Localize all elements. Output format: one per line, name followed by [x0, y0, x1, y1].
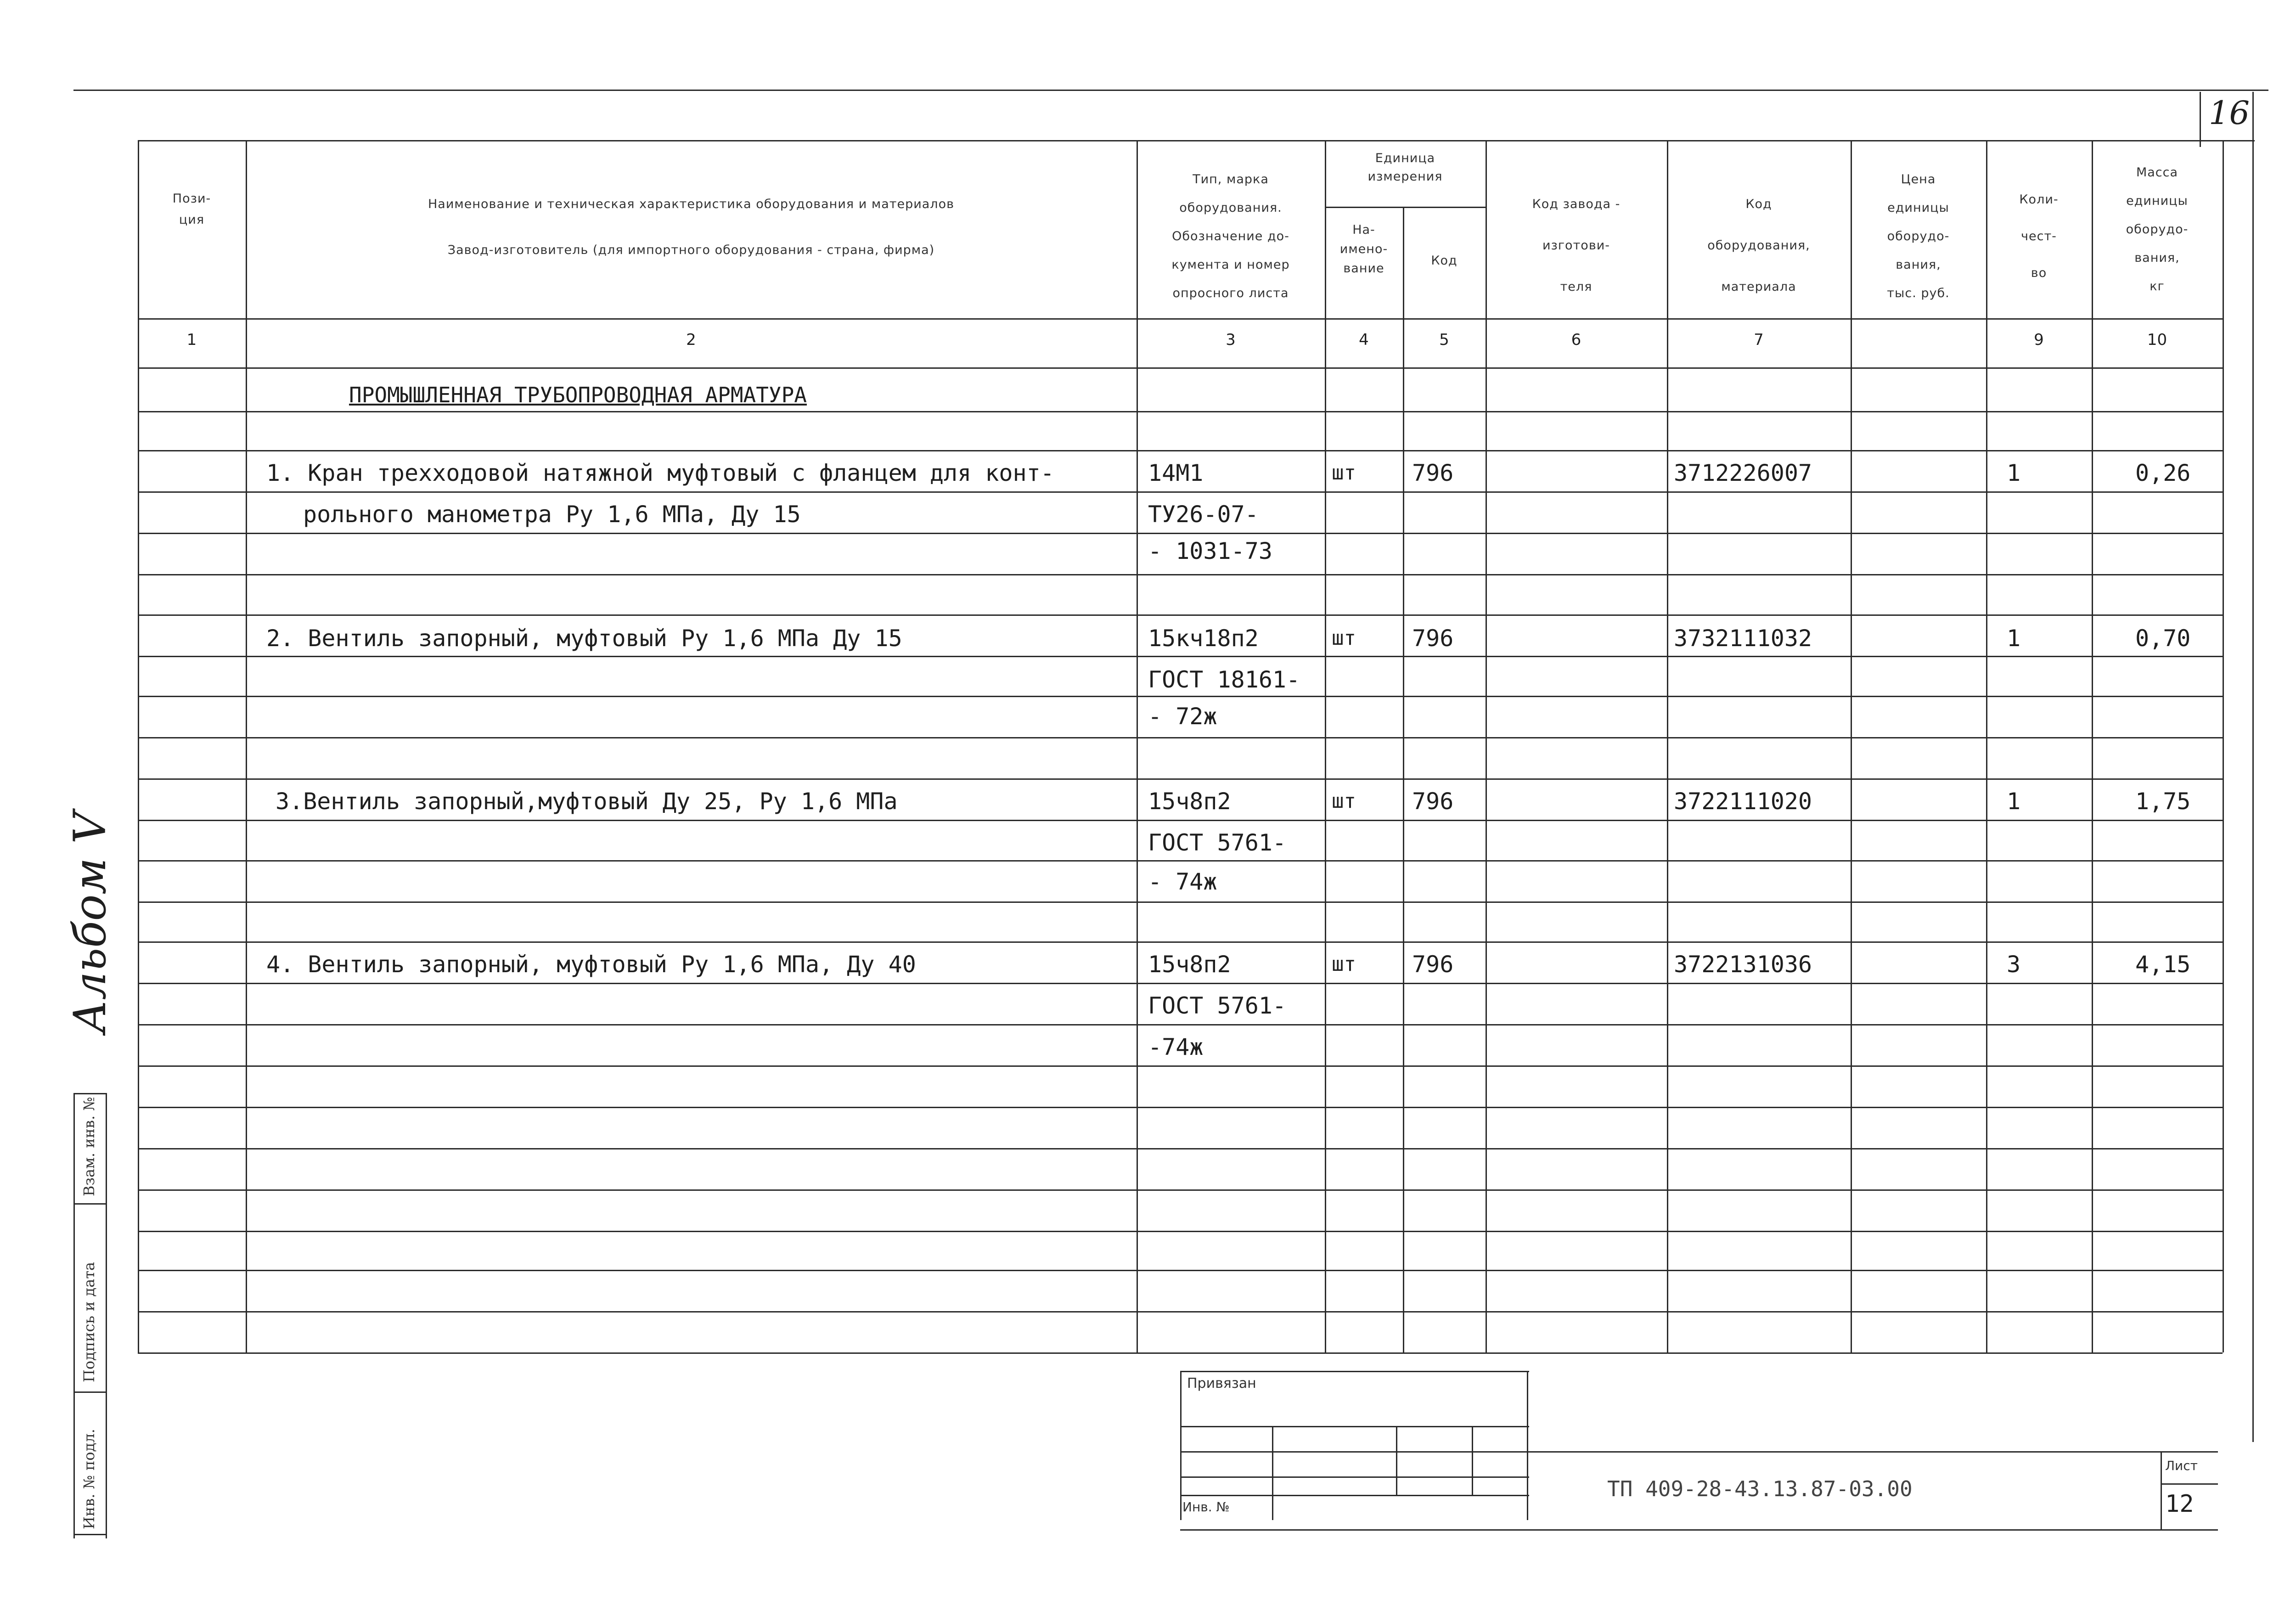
column-divider	[1986, 140, 1987, 1352]
header-bottom-line	[138, 318, 2223, 320]
header-quantity: Коли- чест- во	[2019, 192, 2059, 280]
row-line	[138, 411, 2223, 412]
stamp-bound-label: Привязан	[1187, 1375, 1256, 1391]
item-quantity: 1	[2007, 625, 2021, 652]
row-line	[138, 1107, 2223, 1108]
margin-strip-line	[73, 1391, 106, 1393]
item-equipment-code: 3722131036	[1674, 951, 1812, 978]
item-type: 14М1	[1148, 460, 1204, 486]
row-line	[138, 367, 2223, 369]
album-title: Альбом V	[64, 812, 116, 1033]
column-number: 5	[1439, 331, 1449, 349]
item-type: -74ж	[1148, 1034, 1204, 1060]
stamp-line	[1180, 1451, 1529, 1453]
column-number: 1	[186, 331, 197, 349]
row-line	[138, 450, 2223, 451]
item-unit: шт	[1332, 789, 1356, 813]
column-divider	[1486, 140, 1487, 1352]
page-number-box-line	[2200, 92, 2201, 147]
row-line	[138, 941, 2223, 943]
item-type: 15ч8п2	[1148, 788, 1231, 815]
item-type: ТУ26-07-	[1148, 501, 1259, 528]
stamp-line	[1180, 1371, 1182, 1520]
row-line	[138, 614, 2223, 616]
sheet-label: Лист	[2165, 1458, 2198, 1473]
header-equipment-code: Код оборудования, материала	[1707, 197, 1810, 294]
item-type: 15ч8п2	[1148, 951, 1231, 978]
header-mass: Масса единицы оборудо- вания, кг	[2126, 165, 2189, 293]
header-unit-group: Единица измерения	[1367, 151, 1443, 184]
row-line	[138, 696, 2223, 697]
column-divider	[1137, 140, 1138, 1352]
column-number: 6	[1571, 331, 1581, 349]
item-quantity: 1	[2007, 460, 2021, 486]
margin-label-replacement: Взам. инв. №	[80, 1097, 98, 1196]
top-border-line	[73, 90, 2268, 91]
page-number: 16	[2209, 94, 2250, 132]
margin-strip-line	[106, 1093, 107, 1538]
table-top-border	[138, 140, 2223, 141]
unit-group-divider	[1325, 207, 1486, 208]
row-line	[138, 491, 2223, 493]
row-line	[138, 1065, 2223, 1067]
item-equipment-code: 3712226007	[1674, 460, 1812, 486]
item-type: ГОСТ 5761-	[1148, 992, 1287, 1019]
margin-strip-line	[73, 1093, 75, 1538]
item-type: - 1031-73	[1148, 538, 1272, 564]
item-mass: 4,15	[2135, 951, 2191, 978]
row-line	[138, 983, 2223, 984]
item-type: - 72ж	[1148, 703, 1217, 730]
item-mass: 1,75	[2135, 788, 2191, 815]
row-line	[138, 656, 2223, 657]
margin-label-signature: Подпись и дата	[80, 1262, 98, 1382]
item-name-line: 2. Вентиль запорный, муфтовый Ру 1,6 МПа Ду 15	[266, 625, 902, 652]
stamp-line	[1272, 1426, 1273, 1520]
stamp-line	[1180, 1371, 1529, 1372]
header-unit-code: Код	[1431, 253, 1458, 268]
column-number	[1851, 331, 1986, 354]
item-name-line: рольного манометра Ру 1,6 МПа, Ду 15	[303, 501, 801, 528]
sheet-number: 12	[2165, 1490, 2194, 1518]
row-line	[138, 1148, 2223, 1149]
document-code: ТП 409-28-43.13.87-03.00	[1607, 1476, 1913, 1501]
sheet-box-line	[2161, 1451, 2162, 1529]
row-line	[138, 820, 2223, 821]
column-number: 10	[2147, 331, 2167, 349]
section-title: ПРОМЫШЛЕННАЯ ТРУБОПРОВОДНАЯ АРМАТУРА	[349, 383, 807, 407]
item-unit-code: 796	[1412, 788, 1454, 815]
item-type: 15кч18п2	[1148, 625, 1259, 652]
header-type: Тип, марка оборудования. Обозначение до- кумента и номер опросного листа	[1171, 172, 1290, 300]
item-unit-code: 796	[1412, 460, 1454, 486]
stamp-inventory-label: Инв. №	[1182, 1499, 1230, 1515]
row-line	[138, 1024, 2223, 1025]
stamp-line	[1180, 1476, 1529, 1478]
row-line	[138, 778, 2223, 780]
margin-strip-line	[73, 1534, 106, 1535]
item-name-line: 1. Кран трехходовой натяжной муфтовый с фланцем для конт-	[266, 460, 1054, 486]
column-number: 9	[2034, 331, 2044, 349]
table-right-border	[2223, 140, 2224, 1352]
row-line	[138, 860, 2223, 862]
row-line	[138, 574, 2223, 575]
row-line	[138, 1231, 2223, 1232]
margin-strip-line	[73, 1203, 106, 1205]
item-unit: шт	[1332, 952, 1356, 976]
header-name: Наименование и техническая характеристика оборудования и материалов Завод-изготовитель (для импортного оборудования - страна, фирма)	[428, 197, 954, 257]
stamp-line	[1396, 1426, 1397, 1495]
column-number: 7	[1754, 331, 1764, 349]
row-line	[138, 1311, 2223, 1312]
right-border-line	[2252, 92, 2254, 1442]
column-divider	[246, 140, 247, 1352]
stamp-top-line	[1529, 1451, 2218, 1453]
margin-strip-line	[73, 1093, 106, 1094]
row-line	[138, 737, 2223, 738]
item-equipment-code: 3722111020	[1674, 788, 1812, 815]
column-divider	[1325, 140, 1326, 1352]
item-name-line: 4. Вентиль запорный, муфтовый Ру 1,6 МПа, Ду 40	[266, 951, 916, 978]
item-quantity: 1	[2007, 788, 2021, 815]
item-type: ГОСТ 5761-	[1148, 829, 1287, 856]
header-plant-code: Код завода - изготови- теля	[1532, 197, 1621, 294]
column-divider	[1851, 140, 1852, 1352]
item-mass: 0,70	[2135, 625, 2191, 652]
stamp-line	[1527, 1371, 1528, 1520]
header-position: Пози- ция	[172, 192, 211, 227]
column-number: 4	[1359, 331, 1369, 349]
row-line	[138, 1270, 2223, 1271]
stamp-line	[1180, 1426, 1529, 1427]
item-mass: 0,26	[2135, 460, 2191, 486]
item-quantity: 3	[2007, 951, 2021, 978]
table-bottom-border	[138, 1352, 2223, 1354]
item-type: ГОСТ 18161-	[1148, 666, 1300, 693]
stamp-line	[1180, 1495, 1529, 1496]
header-price: Цена единицы оборудо- вания, тыс. руб.	[1887, 172, 1950, 300]
stamp-bottom-line	[1180, 1529, 2218, 1531]
item-type: - 74ж	[1148, 868, 1217, 895]
stamp-line	[1472, 1426, 1473, 1495]
row-line	[138, 901, 2223, 903]
column-divider	[2092, 140, 2093, 1352]
row-line	[138, 1189, 2223, 1191]
margin-label-inventory: Инв. № подл.	[80, 1429, 98, 1529]
item-unit-code: 796	[1412, 625, 1454, 652]
header-unit-name: На- имено- вание	[1339, 223, 1388, 276]
table-left-border	[138, 140, 139, 1352]
item-equipment-code: 3732111032	[1674, 625, 1812, 652]
sheet-box-line	[2161, 1483, 2218, 1485]
item-unit: шт	[1332, 626, 1356, 650]
column-number: 2	[686, 331, 696, 349]
row-line	[138, 533, 2223, 534]
item-unit: шт	[1332, 461, 1356, 484]
item-unit-code: 796	[1412, 951, 1454, 978]
item-name-line: 3.Вентиль запорный,муфтовый Ду 25, Ру 1,6 МПа	[276, 788, 898, 815]
column-number: 3	[1226, 331, 1236, 349]
column-divider	[1667, 140, 1668, 1352]
